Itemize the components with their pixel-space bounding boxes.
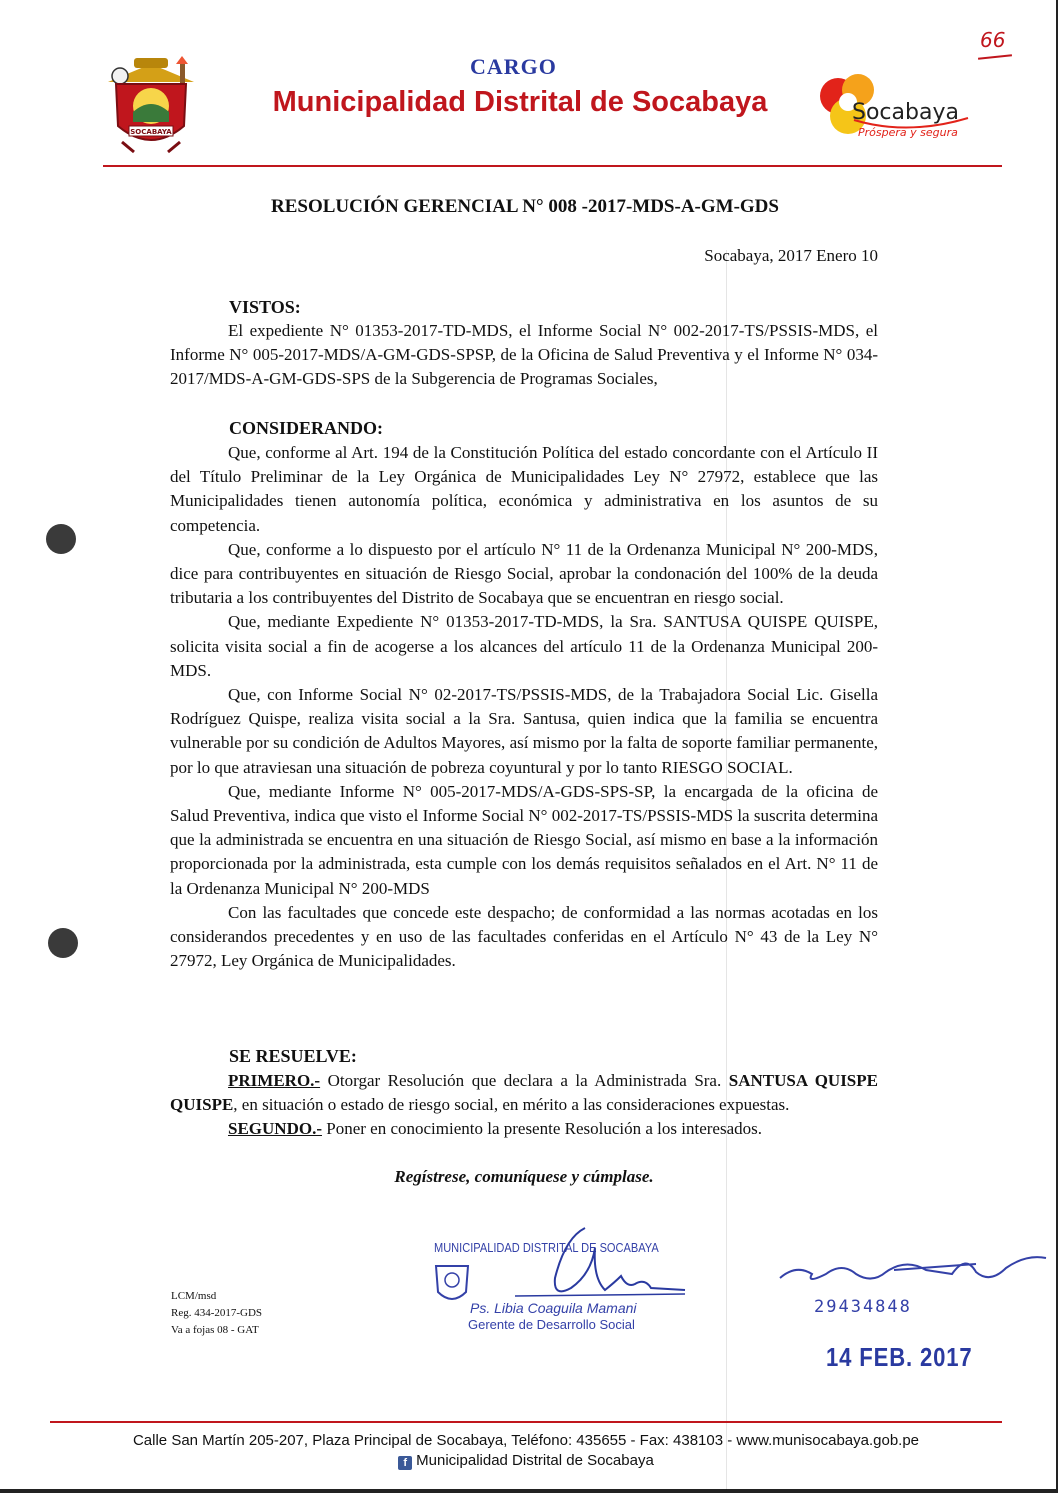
crest-text: SOCABAYA	[130, 128, 172, 136]
received-date-stamp: 14 FEB. 2017	[826, 1342, 973, 1372]
stamp-crest-icon	[432, 1262, 472, 1308]
considerando-paragraph: Que, conforme al Art. 194 de la Constitución Política del estado concordante con el Artículo II del Título Preliminar de la Ley Orgánica de Municipalidades Ley N° 27972, establece que las Municipalidades tienen autonomía política, económica y administrativa en los asuntos de su competencia.	[170, 443, 878, 535]
vistos-text: El expediente N° 01353-2017-TD-MDS, el Informe Social N° 002-2017-TS/PSSIS-MDS, el Informe N° 005-2017-MDS/A-GM-GDS-SPSP, de la Oficina de Salud Preventiva y el Informe N° 034-2017/MDS-A-GM-GDS-SPS de la Subgerencia de Programas Sociales,	[170, 321, 878, 389]
vistos-heading: VISTOS:	[229, 297, 301, 317]
primero-article	[170, 1069, 878, 1117]
footer-address: Calle San Martín 205-207, Plaza Principal de Socabaya, Teléfono: 435655 - Fax: 438103 - www.munisocabaya.gob.pe	[132, 1432, 920, 1449]
resolution-date: Socabaya, 2017 Enero 10	[704, 246, 878, 265]
brand-tagline: Próspera y segura	[858, 126, 958, 139]
resuelve-section	[170, 1069, 878, 1142]
resuelve-heading: SE RESUELVE:	[229, 1046, 357, 1066]
resolution-title: RESOLUCIÓN GERENCIAL N° 008 -2017-MDS-A-GM-GDS	[271, 196, 779, 217]
footer-social-name: Municipalidad Distrital de Socabaya	[416, 1452, 654, 1469]
folio-number: 66	[980, 28, 1006, 52]
considerando-paragraph: Que, mediante Expediente N° 01353-2017-TD-MDS, la Sra. SANTUSA QUISPE QUISPE, solicita visita social a fin de acogerse a los alcances del artículo 11 de la Ordenanza Municipal 200-MDS.	[170, 612, 878, 680]
header-divider	[103, 165, 1002, 167]
facebook-icon: f	[398, 1456, 412, 1470]
recipient-handwritten-signature	[776, 1244, 1052, 1300]
recipient-id-number: 29434848	[814, 1297, 912, 1317]
vistos-section	[170, 319, 878, 392]
segundo-text: Poner en conocimiento la presente Resolución a los interesados.	[321, 1119, 762, 1139]
considerando-paragraph: Que, mediante Informe N° 005-2017-MDS/A-GDS-SPS-SP, la encargada de la oficina de Salud Preventiva, indica que visto el Informe Social N° 002-2017-TS/PSSIS-MDS la suscrita determina que la administrada se encuentra en una situación de Riesgo Social, así mismo en base a la información proporcionada por la administrada, esta cumple con los demás requisitos señalados en el Art. N° 11 de la Ordenanza Municipal N° 200-MDS	[170, 781, 878, 898]
considerando-paragraph: Que, con Informe Social N° 02-2017-TS/PSSIS-MDS, de la Trabajadora Social Lic. Gisella Rodríguez Quispe, realiza visita social a la Sra. Santusa, quien indica que la familia se encuentra vulnerable por su condición de Adultos Mayores, así mismo por la falta de soporte familiar permanente, por lo que atraviesan una situación de pobreza coyuntural y por lo tanto RIESGO SOCIAL.	[170, 685, 878, 777]
reference-line: Reg. 434-2017-GDS	[171, 1307, 263, 1319]
footer-social	[50, 1452, 1002, 1470]
institution-title: Municipalidad Distrital de Socabaya	[272, 86, 768, 118]
punch-hole	[46, 524, 76, 554]
signatory-role: Gerente de Desarrollo Social	[468, 1317, 635, 1332]
reference-line: LCM/msd	[171, 1290, 217, 1302]
considerando-section	[170, 441, 878, 973]
segundo-label: SEGUNDO.-	[228, 1119, 322, 1139]
segundo-article	[170, 1117, 878, 1141]
primero-name: SANTUSA QUISPE QUISPE	[170, 1071, 878, 1115]
reference-line: Va a fojas 08 - GAT	[171, 1324, 259, 1336]
municipal-crest-logo	[104, 56, 198, 158]
considerando-paragraph: Que, conforme a lo dispuesto por el artículo N° 11 de la Ordenanza Municipal N° 200-MDS, dice para contribuyentes en situación de Riesgo Social, aprobar la condonación del 100% de la deuda tributaria a los contribuyentes del Distrito de Socabaya que se encuentran en riesgo social.	[170, 539, 878, 608]
punch-hole	[48, 928, 78, 958]
closing-formula: Regístrese, comuníquese y cúmplase.	[394, 1167, 654, 1186]
primero-label: PRIMERO.-	[228, 1071, 321, 1090]
primero-text-b: , en situación o estado de riesgo social, en mérito a las consideraciones expuestas.	[233, 1095, 790, 1115]
considerando-paragraph: Con las facultades que concede este despacho; de conformidad a las normas acotadas en los considerandos precedentes y en uso de las facultades conferidas en el Artículo N° 43 de la Ley N° 27972, Ley Orgánica de Municipalidades.	[170, 902, 878, 971]
considerando-heading: CONSIDERANDO:	[229, 418, 384, 438]
signatory-name: Ps. Libia Coaguila Mamani	[470, 1300, 637, 1316]
footer-divider	[50, 1421, 1002, 1423]
signature-stamp-institution: MUNICIPALIDAD DISTRITAL DE SOCABAYA	[434, 1240, 659, 1255]
brand-name: Socabaya	[852, 100, 959, 125]
primero-text-a: Otorgar Resolución que declara a la Administrada Sra.	[320, 1071, 729, 1090]
cargo-stamp: CARGO	[470, 54, 557, 79]
